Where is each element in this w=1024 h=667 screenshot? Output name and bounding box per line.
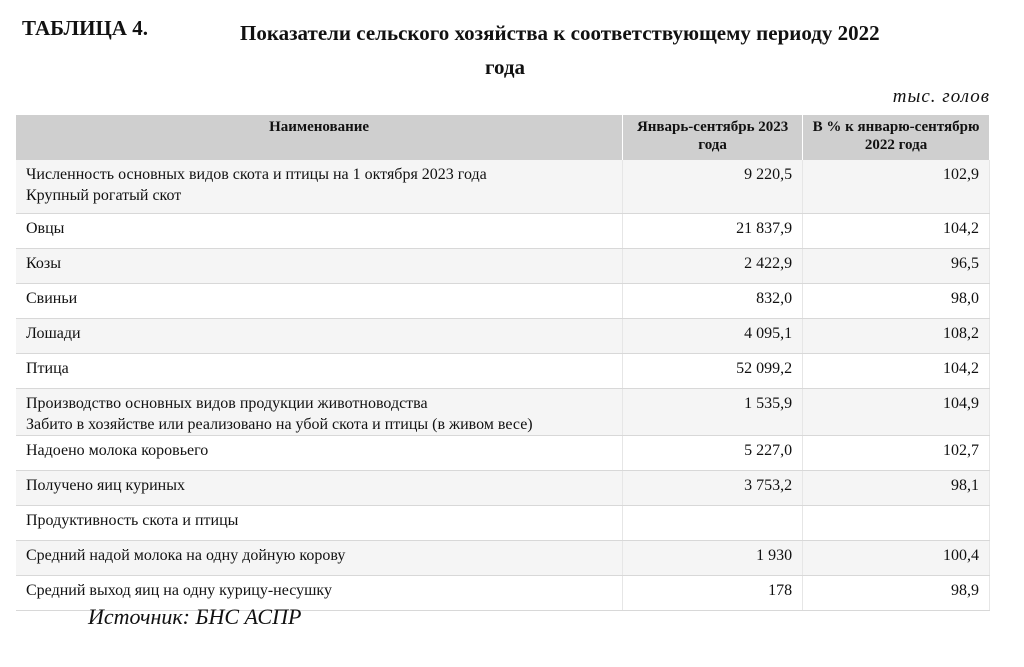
row-percent: 98,1 [803,471,990,506]
table-header-row [16,115,990,160]
row-percent: 98,0 [803,284,990,319]
row-name: Получено яиц куриных [16,471,623,506]
row-value: 1 535,9 [623,389,803,436]
row-name: Средний выход яиц на одну курицу-несушку [16,576,623,611]
row-name: Средний надой молока на одну дойную корову [16,541,623,576]
row-percent [803,506,990,541]
row-percent: 100,4 [803,541,990,576]
row-subname: Крупный рогатый скот [26,187,182,204]
agriculture-table [16,115,990,611]
table-row [16,284,990,319]
row-value: 2 422,9 [623,249,803,284]
row-value: 5 227,0 [623,436,803,471]
row-percent: 104,2 [803,214,990,249]
table-row [16,436,990,471]
row-value: 52 099,2 [623,354,803,389]
column-header-name: Наименование [16,115,623,160]
table-row [16,319,990,354]
table-row [16,249,990,284]
table-row [16,471,990,506]
row-name: Продуктивность скота и птицы [16,506,623,541]
row-name: Надоено молока коровьего [16,436,623,471]
row-value: 1 930 [623,541,803,576]
table-title-line2: года [484,55,526,79]
table-title [240,16,1010,84]
table-row [16,160,990,214]
row-percent: 98,9 [803,576,990,611]
table-row [16,541,990,576]
column-header-period: Январь-сентябрь 2023 года [623,115,803,160]
row-value: 3 753,2 [623,471,803,506]
row-percent: 102,9 [803,160,990,214]
row-name: Производство основных видов продукции животноводства [26,395,428,412]
row-name-cell [16,160,623,214]
units-label: тыс. голов [892,86,990,107]
row-name: Свиньи [16,284,623,319]
row-value: 9 220,5 [623,160,803,214]
row-name: Птица [16,354,623,389]
row-value: 21 837,9 [623,214,803,249]
row-percent: 104,9 [803,389,990,436]
column-header-percent: В % к январю-сентябрю 2022 года [803,115,990,160]
table-row [16,354,990,389]
row-subname: Забито в хозяйстве или реализовано на убой скота и птицы (в живом весе) [26,416,533,433]
table-title-line1: Показатели сельского хозяйства к соответствующему периоду 2022 [240,21,880,45]
row-percent: 108,2 [803,319,990,354]
table-row [16,214,990,249]
row-name: Овцы [16,214,623,249]
row-percent: 102,7 [803,436,990,471]
row-name: Лошади [16,319,623,354]
table-row [16,389,990,436]
source-note: Источник: БНС АСПР [88,604,302,629]
row-value: 832,0 [623,284,803,319]
row-name: Козы [16,249,623,284]
row-name: Численность основных видов скота и птицы на 1 октября 2023 года [26,166,487,183]
table-row [16,506,990,541]
row-name-cell [16,389,623,436]
table-number: ТАБЛИЦА 4. [22,16,148,40]
row-value [623,506,803,541]
row-value: 178 [623,576,803,611]
row-percent: 96,5 [803,249,990,284]
row-percent: 104,2 [803,354,990,389]
row-value: 4 095,1 [623,319,803,354]
